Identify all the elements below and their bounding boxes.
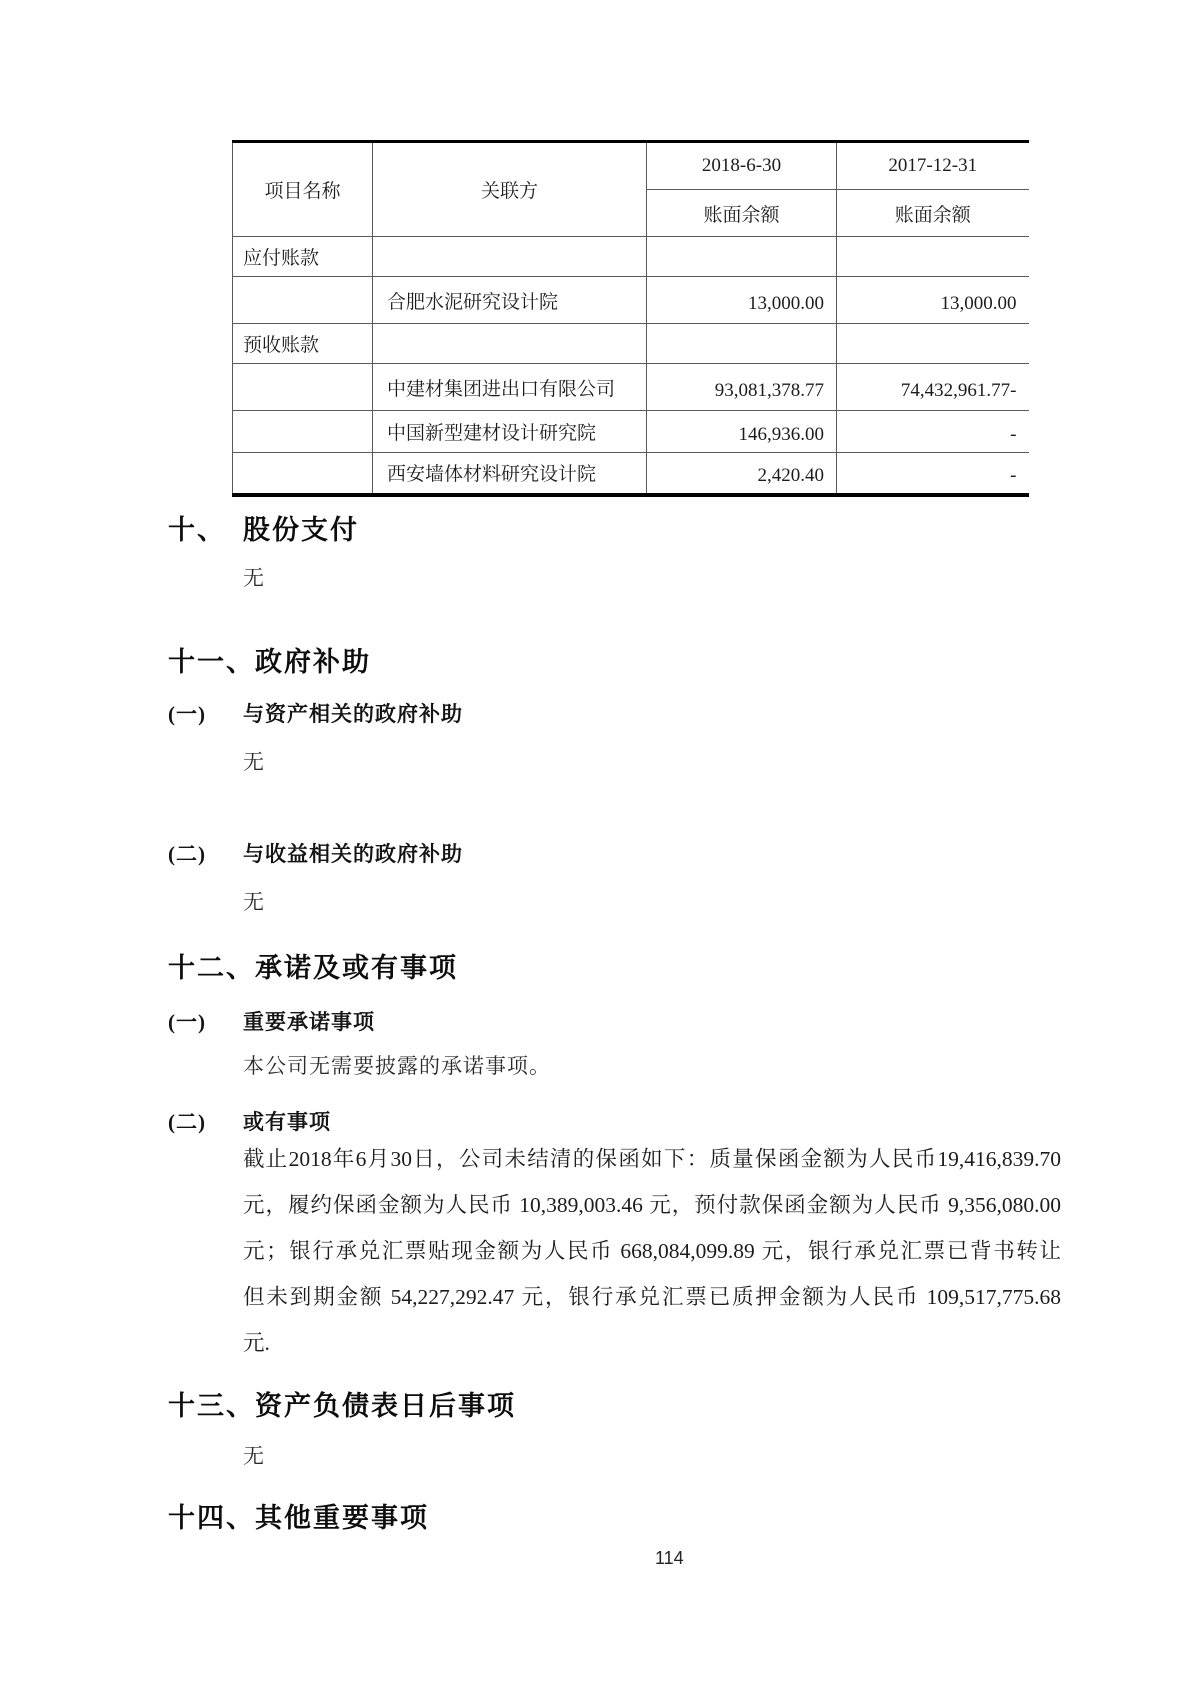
balance-2017-cell: 74,432,961.77- — [837, 364, 1029, 411]
section-title: 政府补助 — [255, 647, 371, 677]
subsection-title: 或有事项 — [243, 1111, 331, 1134]
balance-2018-cell: 146,936.00 — [647, 411, 837, 453]
balance-2018-cell: 93,081,378.77 — [647, 364, 837, 411]
header-item-name: 项目名称 — [233, 142, 373, 237]
party-cell — [373, 324, 647, 364]
subsection-marker: (一) — [168, 1010, 206, 1034]
page-number: 114 — [655, 1548, 684, 1568]
paragraph-line: 元；银行承兑汇票贴现金额为人民币 668,084,099.89 元，银行承兑汇票已背书转让 — [243, 1239, 1061, 1263]
header-related-party: 关联方 — [373, 142, 647, 237]
item-cell — [233, 453, 373, 495]
header-balance-2017: 账面余额 — [837, 190, 1029, 237]
related-party-table — [232, 140, 1029, 497]
party-cell: 合肥水泥研究设计院 — [373, 277, 647, 324]
section-title: 承诺及或有事项 — [255, 953, 458, 983]
balance-2017-cell: - — [837, 453, 1029, 495]
subsection-body: 本公司无需要披露的承诺事项。 — [243, 1054, 551, 1078]
balance-2018-cell: 13,000.00 — [647, 277, 837, 324]
subsection-title: 与收益相关的政府补助 — [243, 843, 463, 866]
subsection-heading-12-2 — [168, 1106, 331, 1136]
header-period-2018: 2018-6-30 — [647, 142, 837, 190]
balance-2017-cell — [837, 324, 1029, 364]
item-cell: 应付账款 — [233, 237, 373, 277]
item-cell — [233, 277, 373, 324]
subsection-heading-11-2 — [168, 838, 463, 868]
section-body: 无 — [243, 566, 265, 590]
party-cell: 中国新型建材设计研究院 — [373, 411, 647, 453]
table-row — [233, 364, 1029, 411]
balance-2017-cell — [837, 237, 1029, 277]
subsection-title: 重要承诺事项 — [243, 1011, 375, 1034]
subsection-heading-12-1 — [168, 1006, 375, 1036]
subsection-marker: (二) — [168, 1110, 206, 1134]
subsection-title: 与资产相关的政府补助 — [243, 703, 463, 726]
section-body: 无 — [243, 1444, 265, 1468]
party-cell: 西安墙体材料研究设计院 — [373, 453, 647, 495]
section-marker: 十二、 — [168, 953, 255, 983]
balance-2018-cell — [647, 237, 837, 277]
paragraph-line: 元. — [243, 1331, 270, 1355]
subsection-body: 无 — [243, 750, 265, 774]
balance-2017-cell: 13,000.00 — [837, 277, 1029, 324]
balance-2017-cell: - — [837, 411, 1029, 453]
table-row — [233, 453, 1029, 495]
table-row — [233, 324, 1029, 364]
section-marker: 十四、 — [168, 1503, 255, 1533]
subsection-marker: (一) — [168, 702, 206, 726]
subsection-marker: (二) — [168, 842, 206, 866]
section-marker: 十三、 — [168, 1391, 255, 1421]
table-row — [233, 237, 1029, 277]
section-heading-13 — [168, 1384, 516, 1423]
header-balance-2018: 账面余额 — [647, 190, 837, 237]
balance-2018-cell — [647, 324, 837, 364]
subsection-heading-11-1 — [168, 698, 463, 728]
paragraph-line: 但未到期金额 54,227,292.47 元，银行承兑汇票已质押金额为人民币 109,517,775.68 — [243, 1285, 1061, 1309]
header-period-2017: 2017-12-31 — [837, 142, 1029, 190]
party-cell: 中建材集团进出口有限公司 — [373, 364, 647, 411]
paragraph-line: 元，履约保函金额为人民币 10,389,003.46 元，预付款保函金额为人民币 9,356,080.00 — [243, 1193, 1061, 1217]
section-heading-12 — [168, 946, 458, 985]
section-marker: 十一、 — [168, 647, 255, 677]
contingency-paragraph — [243, 1136, 1061, 1366]
section-heading-14 — [168, 1496, 429, 1535]
section-title: 其他重要事项 — [255, 1503, 429, 1533]
item-cell — [233, 411, 373, 453]
section-heading-10 — [168, 508, 359, 547]
section-title: 资产负债表日后事项 — [255, 1391, 516, 1421]
subsection-body: 无 — [243, 890, 265, 914]
table-row — [233, 411, 1029, 453]
section-marker: 十、 — [168, 515, 226, 545]
section-heading-11 — [168, 640, 371, 679]
item-cell: 预收账款 — [233, 324, 373, 364]
section-title: 股份支付 — [243, 515, 359, 545]
balance-2018-cell: 2,420.40 — [647, 453, 837, 495]
paragraph-line: 截止2018年6月30日，公司未结清的保函如下：质量保函金额为人民币19,416,839.70 — [243, 1147, 1061, 1171]
table-row — [233, 277, 1029, 324]
item-cell — [233, 364, 373, 411]
party-cell — [373, 237, 647, 277]
